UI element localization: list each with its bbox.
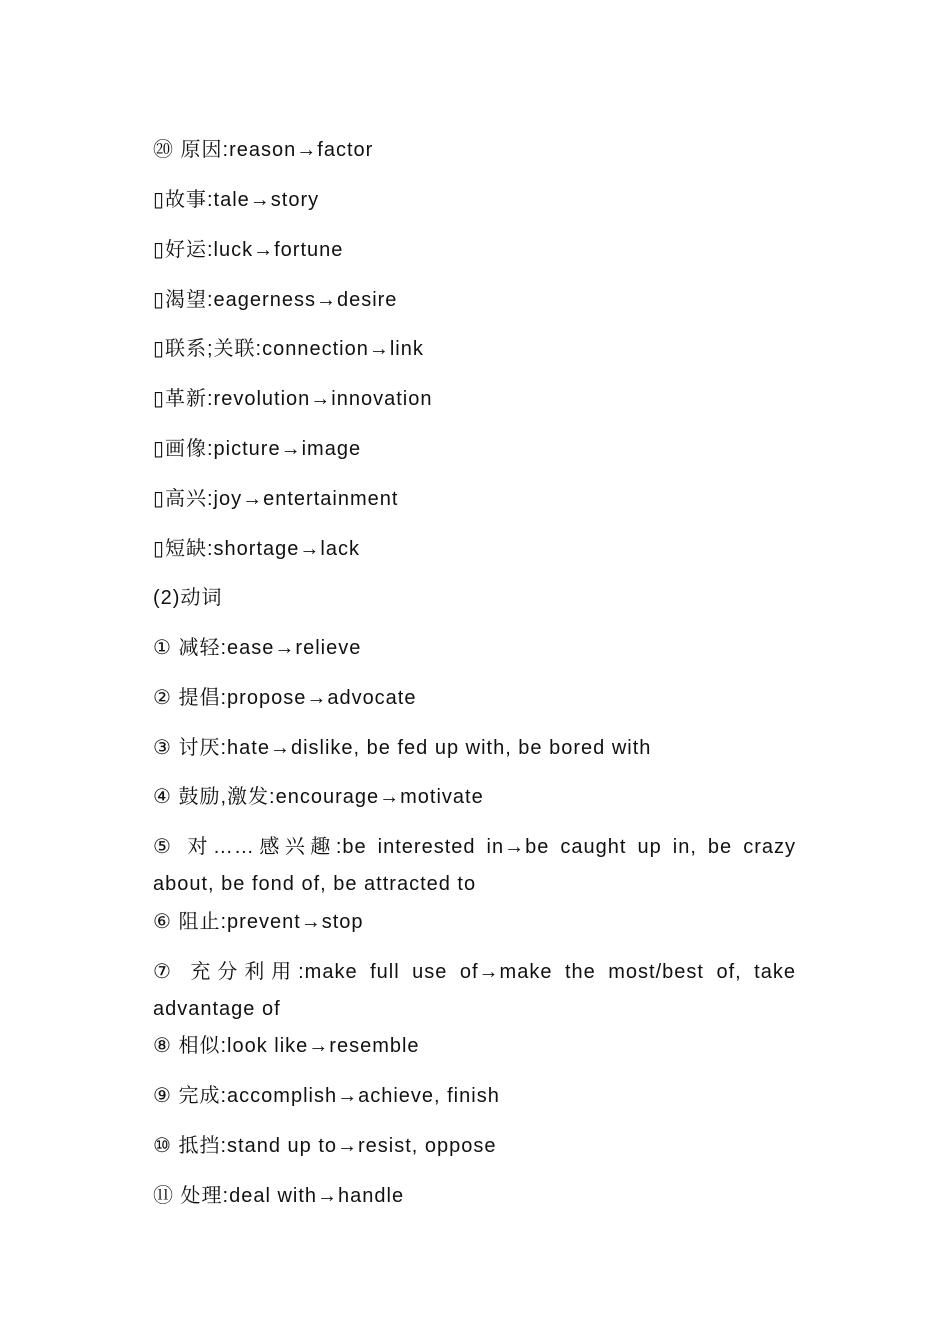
noun-item-22: ▯好运:luck→fortune xyxy=(153,239,344,261)
section-heading-verbs: (2)动词 xyxy=(153,587,223,609)
noun-item-27: ▯高兴:joy→entertainment xyxy=(153,488,399,510)
noun-item-21: ▯故事:tale→story xyxy=(153,189,320,211)
verb-item-3: ③ 讨厌:hate→dislike, be fed up with, be bored with xyxy=(153,737,652,759)
noun-item-28: ▯短缺:shortage→lack xyxy=(153,538,360,560)
verb-item-9: ⑨ 完成:accomplish→achieve, finish xyxy=(153,1085,500,1107)
verb-item-6: ⑥ 阻止:prevent→stop xyxy=(153,911,364,933)
verb-item-2: ② 提倡:propose→advocate xyxy=(153,687,417,709)
noun-item-23: ▯渴望:eagerness→desire xyxy=(153,289,398,311)
verb-item-7: ⑦ 充分利用:make full use of→make the most/best of, take advantage of xyxy=(153,961,796,1020)
noun-item-26: ▯画像:picture→image xyxy=(153,438,362,460)
verb-item-1: ① 减轻:ease→relieve xyxy=(153,637,362,659)
verb-item-5: ⑤ 对……感兴趣:be interested in→be caught up in, be crazy about, be fond of, be attracted to xyxy=(153,836,796,895)
verb-item-11: ⑪ 处理:deal with→handle xyxy=(153,1185,405,1207)
verb-item-8: ⑧ 相似:look like→resemble xyxy=(153,1035,420,1057)
noun-item-24: ▯联系;关联:connection→link xyxy=(153,338,424,360)
verb-item-10: ⑩ 抵挡:stand up to→resist, oppose xyxy=(153,1135,497,1157)
noun-item-25: ▯革新:revolution→innovation xyxy=(153,388,433,410)
noun-item-20: ⑳ 原因:reason→factor xyxy=(153,139,374,161)
verb-item-4: ④ 鼓励,激发:encourage→motivate xyxy=(153,786,484,808)
